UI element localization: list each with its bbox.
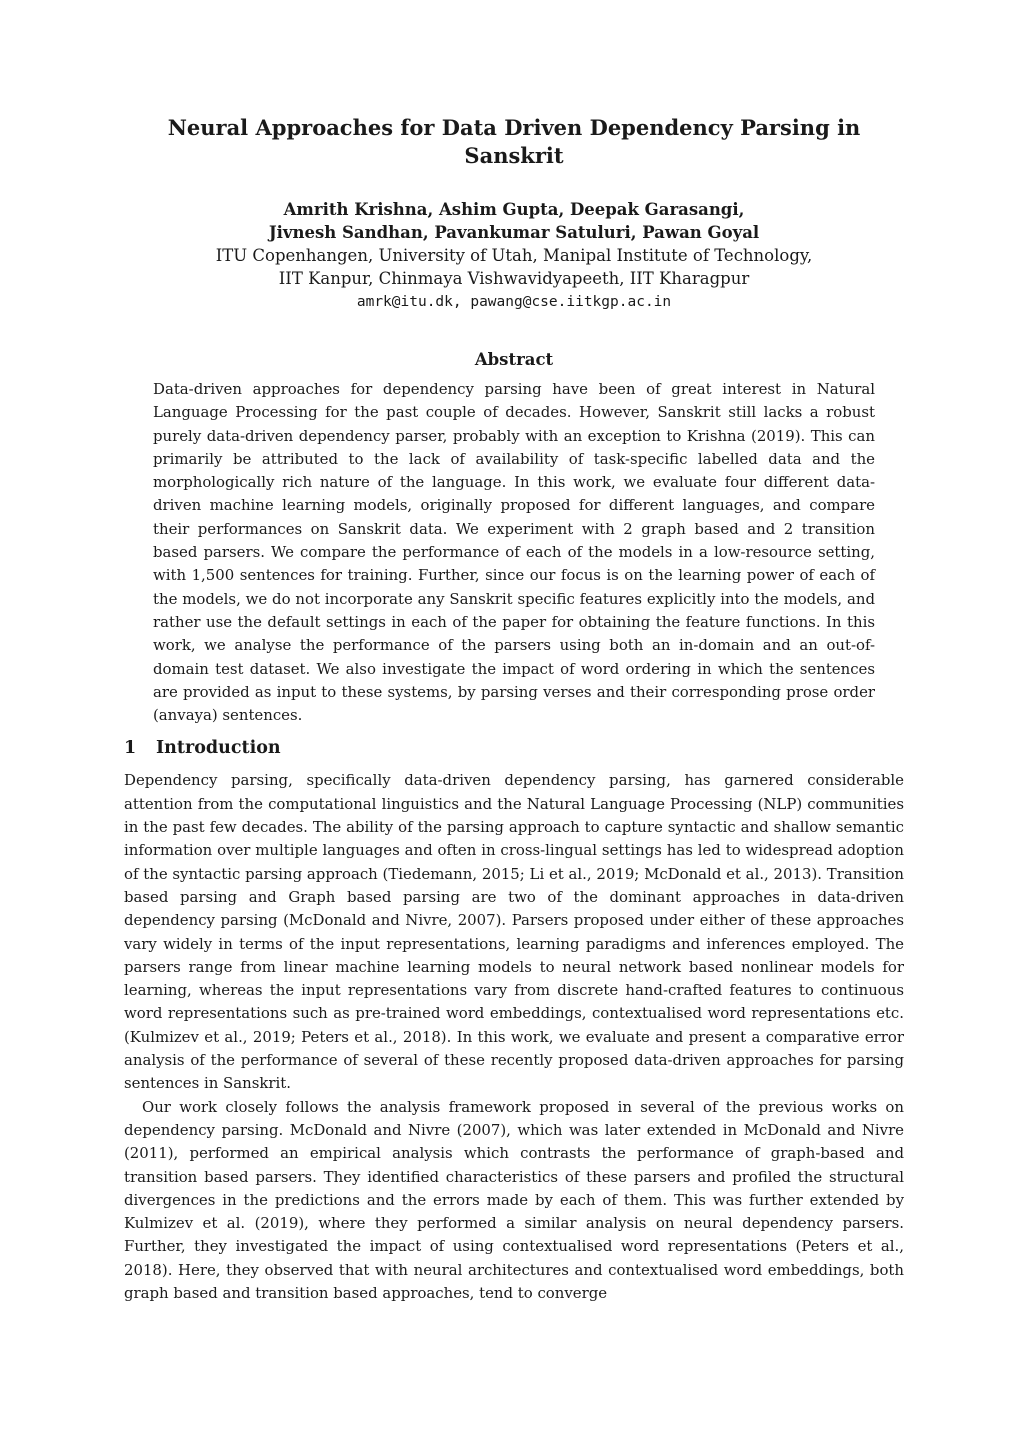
section-heading-introduction — [124, 735, 904, 761]
author-block — [124, 198, 904, 314]
author-names-line-1: Amrith Krishna, Ashim Gupta, Deepak Garasangi, — [283, 200, 745, 219]
abstract-heading: Abstract — [474, 350, 554, 369]
section-title: Introduction — [156, 738, 281, 759]
affiliation-line-1: ITU Copenhangen, University of Utah, Manipal Institute of Technology, — [215, 246, 813, 265]
paper-page — [124, 114, 904, 1305]
abstract-text: Data-driven approaches for dependency parsing have been of great interest in Natural Language Processing for the past couple of decades. However, Sanskrit still lacks a robust purely data-driven dependency parser, probably with an exception to Krishna (2019). This can primarily be attributed to the lack of availability of task-specific labelled data and the morphologically rich nature of the language. In this work, we evaluate four different data-driven machine learning models, originally proposed for different languages, and compare their performances on Sanskrit data. We experiment with 2 graph based and 2 transition based parsers. We compare the performance of each of the models in a low-resource setting, with 1,500 sentences for training. Further, since our focus is on the learning power of each of the models, we do not incorporate any Sanskrit specific features explicitly into the models, and rather use the default settings in each of the paper for obtaining the feature functions. In this work, we analyse the performance of the parsers using both an in-domain and an out-of-domain test dataset. We also investigate the impact of word ordering in which the sentences are provided as input to these systems, by parsing verses and their corresponding prose order (anvaya) sentences. — [153, 380, 875, 725]
paper-title: Neural Approaches for Data Driven Dependency Parsing in Sanskrit — [167, 115, 861, 168]
section-number: 1 — [124, 738, 137, 759]
affiliation-line-2: IIT Kanpur, Chinmaya Vishwavidyapeeth, IIT Kharagpur — [278, 269, 750, 288]
intro-paragraph-1: Dependency parsing, specifically data-driven dependency parsing, has garnered considerable attention from the computational linguistics and the Natural Language Processing (NLP) communities in the past few decades. The ability of the parsing approach to capture syntactic and shallow semantic information over multiple languages and often in cross-lingual settings has led to widespread adoption of the syntactic parsing approach (Tiedemann, 2015; Li et al., 2019; McDonald et al., 2013). Transition based parsing and Graph based parsing are two of the dominant approaches in data-driven dependency parsing (McDonald and Nivre, 2007). Parsers proposed under either of these approaches vary widely in terms of the input representations, learning paradigms and inferences employed. The parsers range from linear machine learning models to neural network based nonlinear models for learning, whereas the input representations vary from discrete hand-crafted features to continuous word representations such as pre-trained word embeddings, contextualised word representations etc. (Kulmizev et al., 2019; Peters et al., 2018). In this work, we evaluate and present a comparative error analysis of the performance of several of these recently proposed data-driven approaches for parsing sentences in Sanskrit. — [124, 771, 904, 1093]
intro-paragraph-2: Our work closely follows the analysis framework proposed in several of the previous works on dependency parsing. McDonald and Nivre (2007), which was later extended in McDonald and Nivre (2011), performed an empirical analysis which contrasts the performance of graph-based and transition based parsers. They identified characteristics of these parsers and profiled the structural divergences in the predictions and the errors made by each of them. This was further extended by Kulmizev et al. (2019), where they performed a similar analysis on neural dependency parsers. Further, they investigated the impact of using contextualised word representations (Peters et al., 2018). Here, they observed that with neural architectures and contextualised word embeddings, both graph based and transition based approaches, tend to converge — [124, 1097, 904, 1302]
author-emails: amrk@itu.dk, pawang@cse.iitkgp.ac.in — [356, 294, 672, 310]
author-names-line-2: Jivnesh Sandhan, Pavankumar Satuluri, Pawan Goyal — [268, 223, 760, 242]
